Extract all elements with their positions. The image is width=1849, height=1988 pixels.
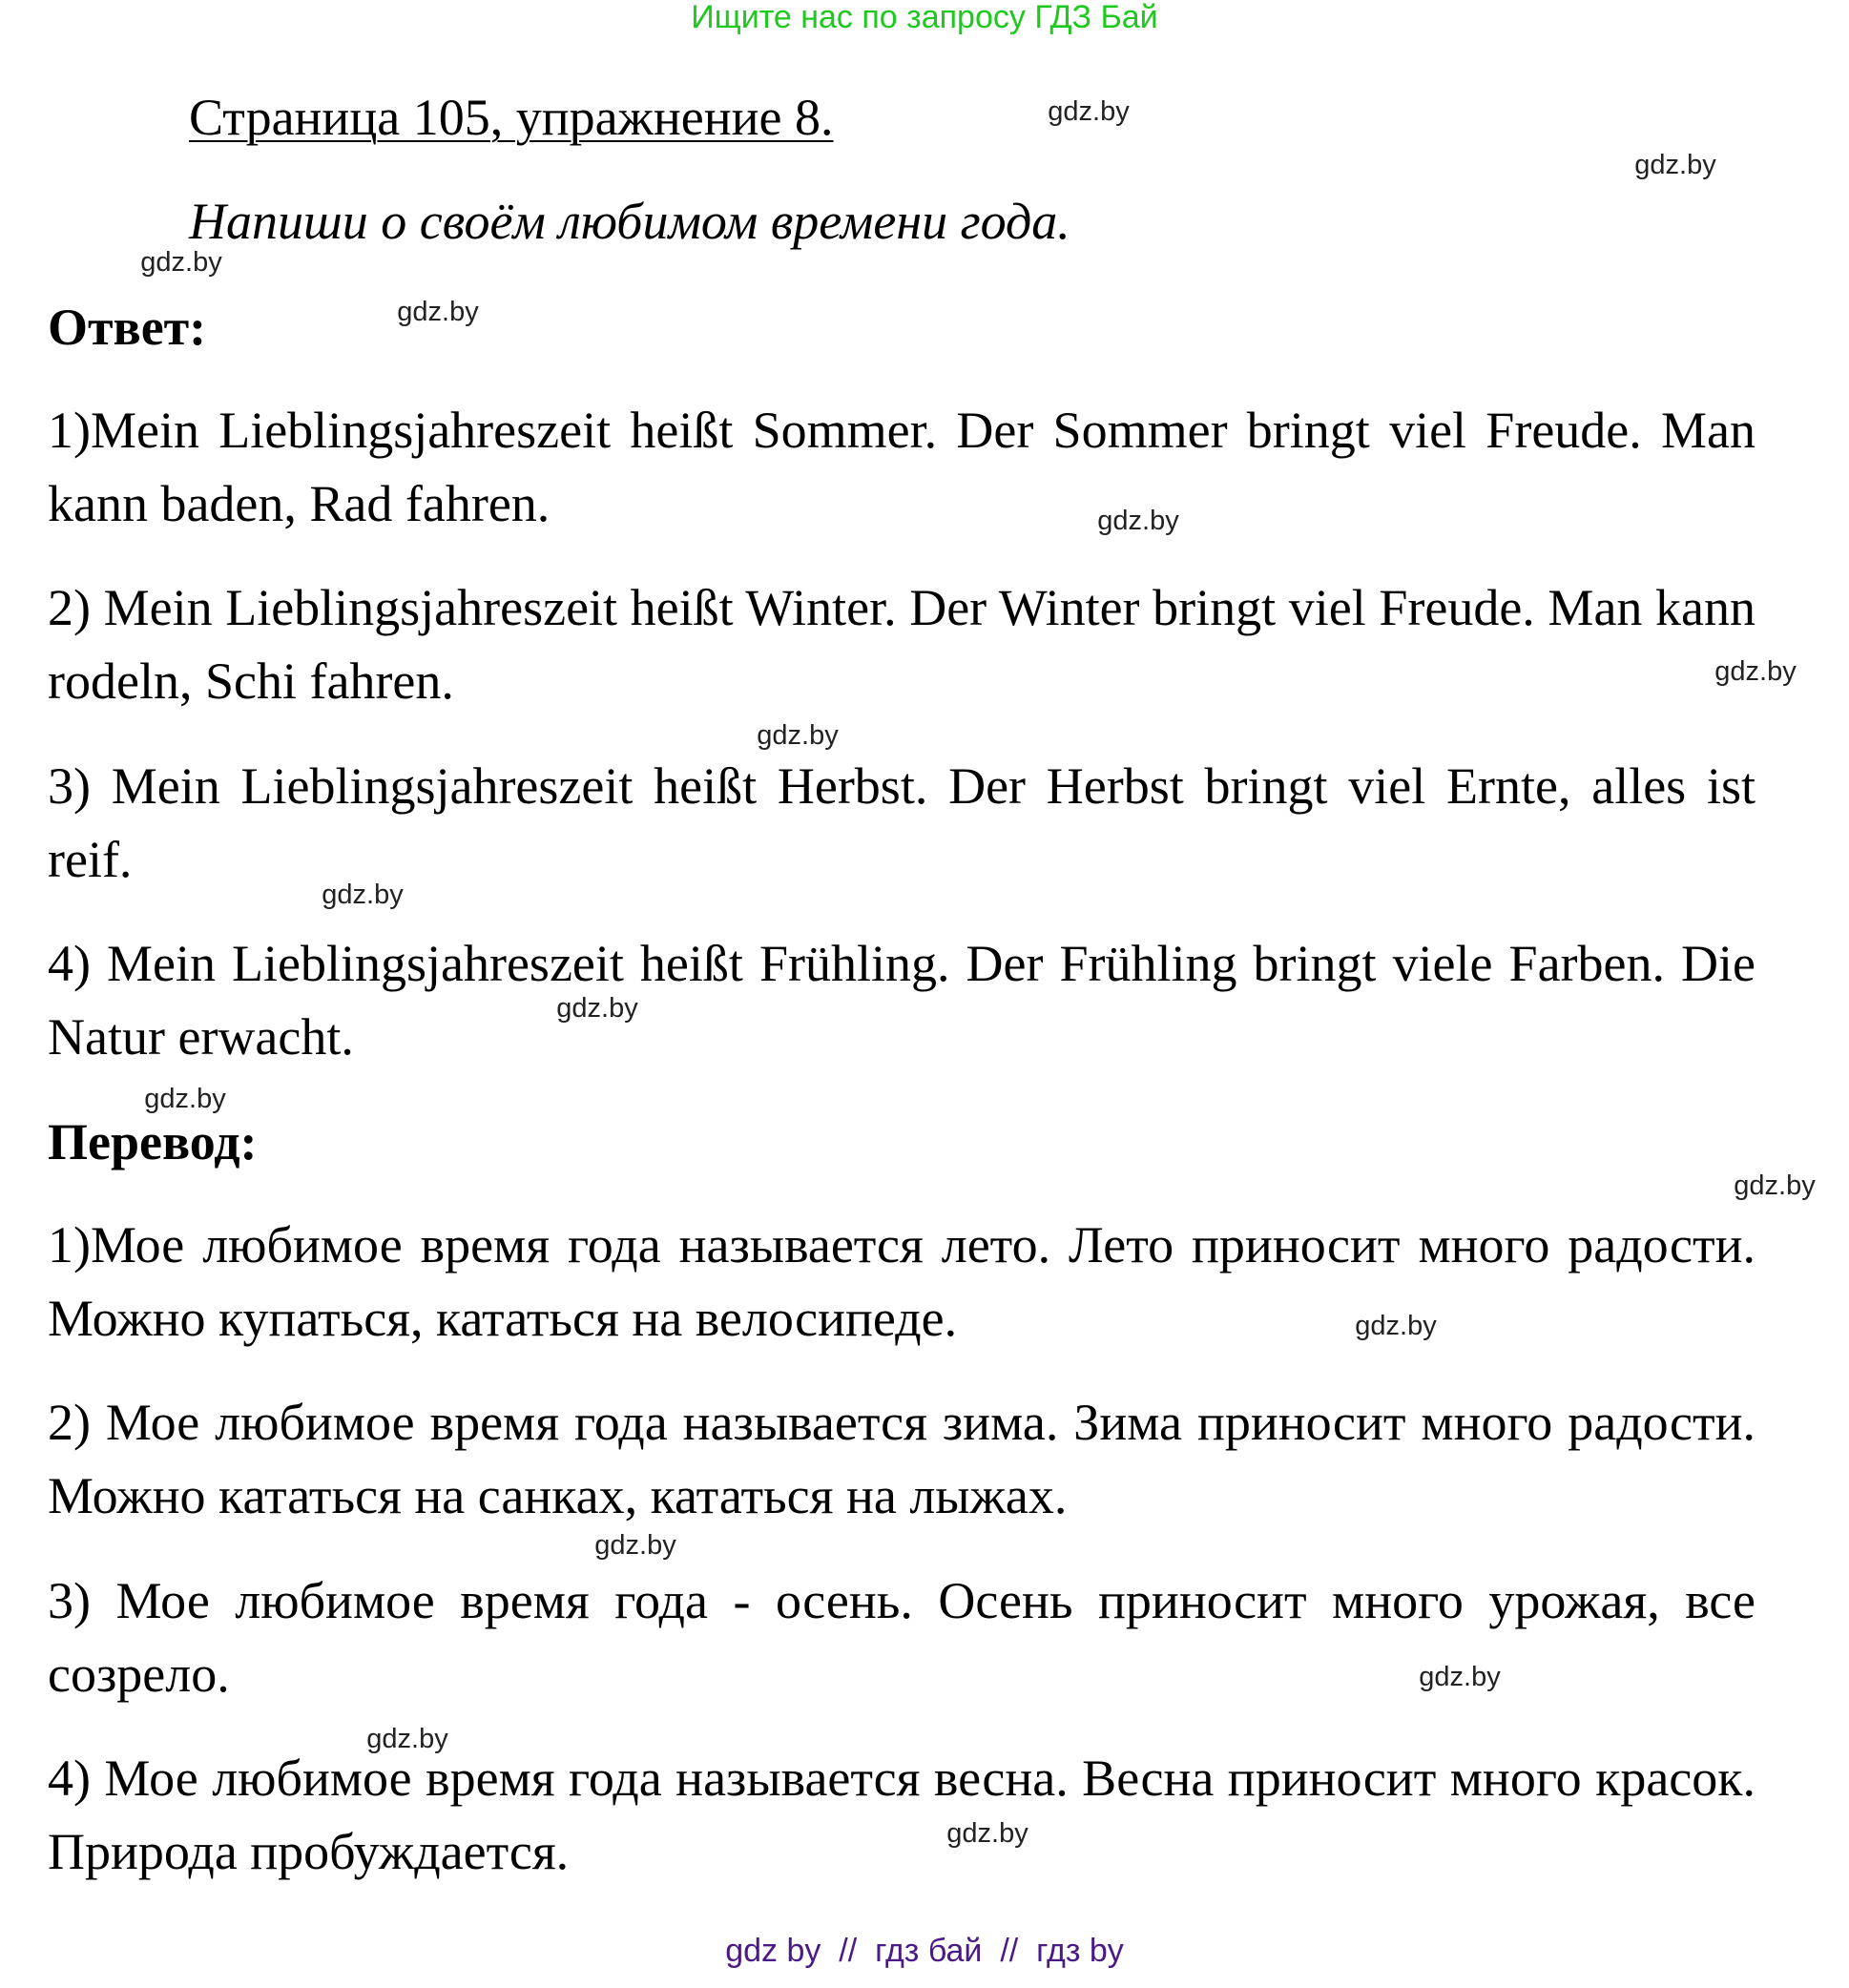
translation-paragraph: 4) Мое любимое время года называется весна. Весна приносит много красок. Природа пробуждается. [48,1750,1756,1880]
translation-paragraph: 1)Мое любимое время года называется лето. Лето приносит много радости. Можно купаться, кататься на велосипеде. [48,1216,1756,1347]
answer-paragraph: 1)Mein Lieblingsjahreszeit heißt Sommer. Der Sommer bringt viel Freude. Man kann baden, Rad fahren. [48,402,1756,532]
search-banner: Ищите нас по запросу ГДЗ Бай [691,0,1158,35]
watermark: gdz.by [1419,1662,1501,1692]
answer-heading: Ответ: [48,299,207,356]
watermark: gdz.by [1355,1311,1437,1341]
translation-paragraph: 3) Мое любимое время года - осень. Осень приносит много урожая, все созрело. [48,1572,1756,1703]
watermark: gdz.by [366,1724,448,1754]
watermark: gdz.by [556,993,638,1024]
task-text: Напиши о своём любимом времени года. [189,193,1070,250]
watermark: gdz.by [140,247,222,278]
watermark: gdz.by [1097,506,1179,536]
footer-links: gdz by // гдз бай // гдз by [725,1933,1124,1969]
watermark: gdz.by [322,880,404,910]
translation-heading: Перевод: [48,1113,258,1170]
page-title: Страница 105, упражнение 8. [189,89,834,146]
watermark: gdz.by [1734,1170,1816,1201]
watermark: gdz.by [397,297,479,327]
answer-paragraph: 2) Mein Lieblingsjahreszeit heißt Winter. Der Winter bringt viel Freude. Man kann rodeln, Schi fahren. [48,579,1756,710]
answer-paragraph: 4) Mein Lieblingsjahreszeit heißt Frühling. Der Frühling bringt viele Farben. Die Natur erwacht. [48,935,1756,1066]
watermark: gdz.by [757,720,839,751]
watermark: gdz.by [946,1818,1028,1849]
watermark: gdz.by [1048,96,1130,127]
translation-paragraph: 2) Мое любимое время года называется зима. Зима приносит много радости. Можно кататься на санках, кататься на лыжах. [48,1394,1756,1524]
answer-paragraph: 3) Mein Lieblingsjahreszeit heißt Herbst. Der Herbst bringt viel Ernte, alles ist reif. [48,757,1756,888]
watermark: gdz.by [1634,150,1716,180]
watermark: gdz.by [1714,656,1797,687]
watermark: gdz.by [594,1530,676,1561]
watermark: gdz.by [144,1084,226,1114]
